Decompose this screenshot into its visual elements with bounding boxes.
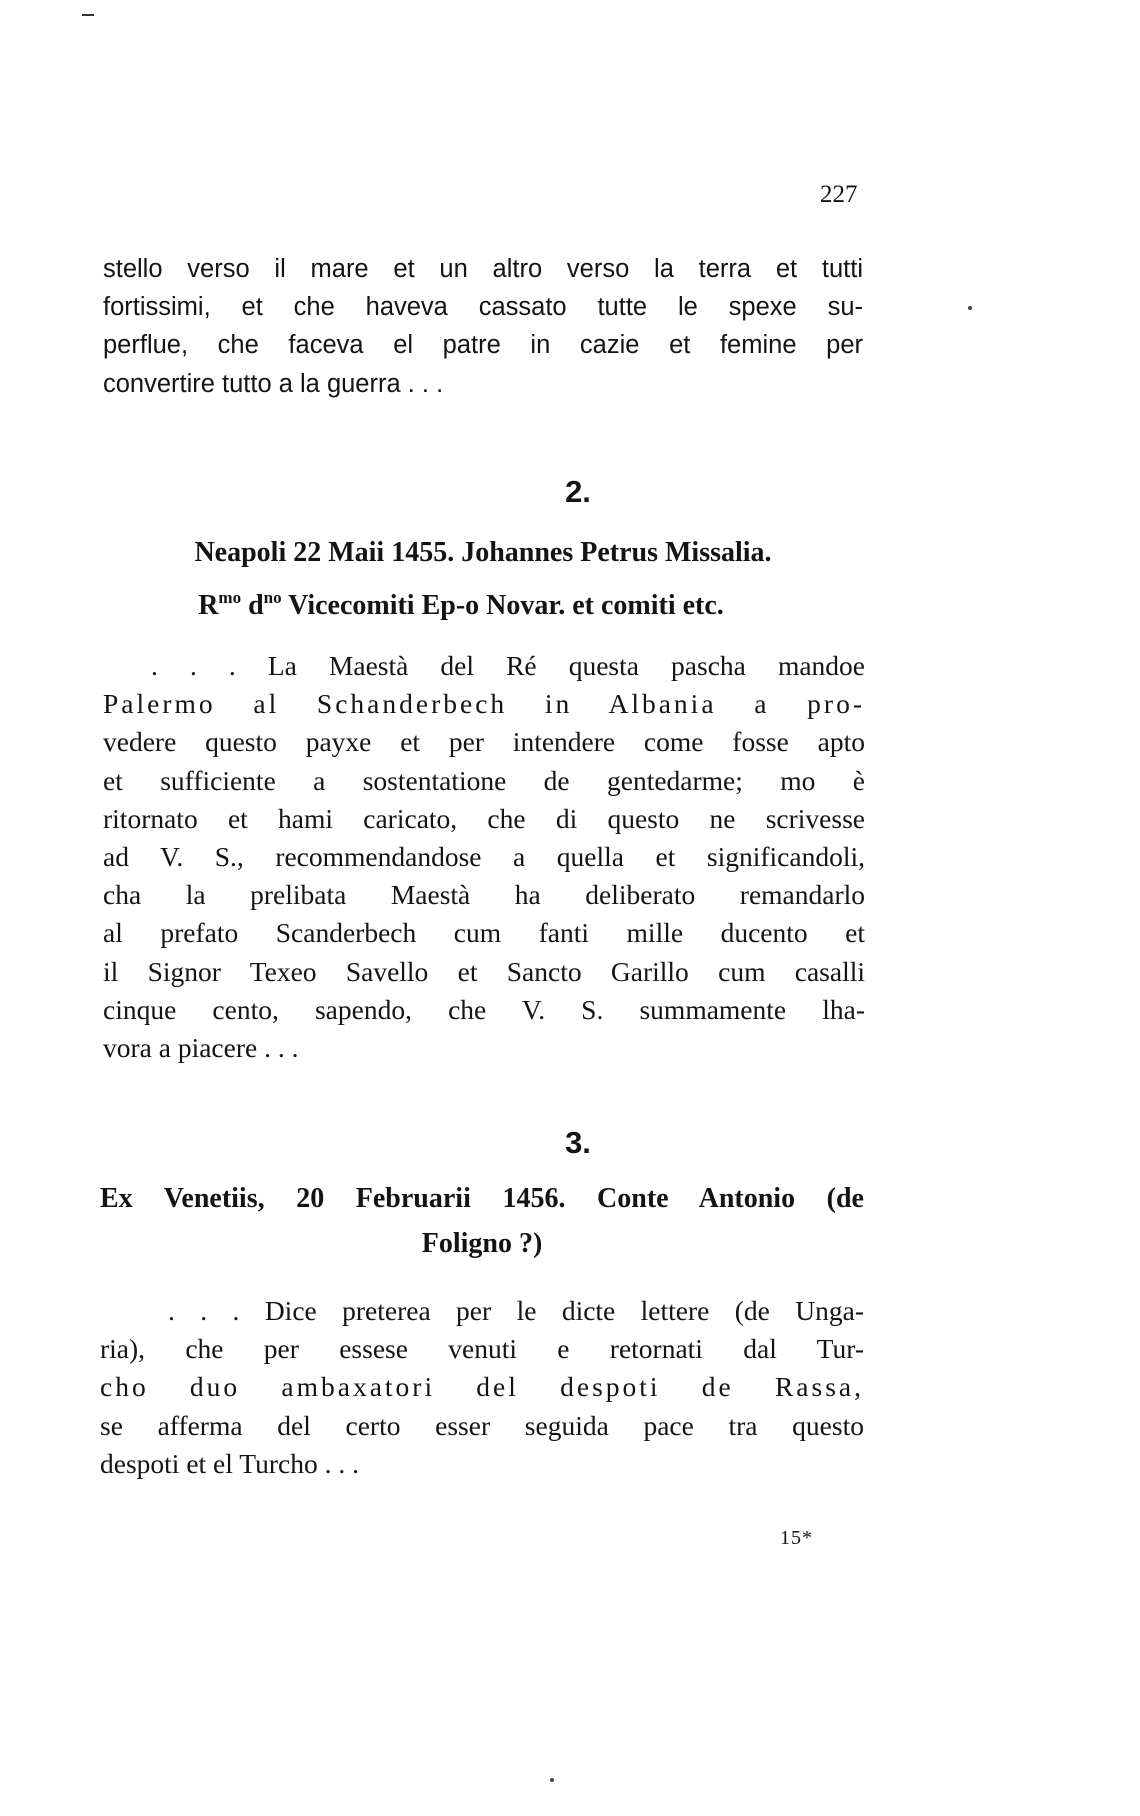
text-line: cinque cento, sapendo, che V. S. summamente lha- [103, 993, 865, 1025]
section-number: 2. [565, 474, 591, 509]
stray-dot [550, 1778, 554, 1782]
text-line: fortissimi, et che haveva cassato tutte le spexe su- [103, 293, 863, 322]
text-line: convertire tutto a la guerra . . . [103, 369, 444, 398]
heading-line: Ex Venetiis, 20 Februarii 1456. Conte Antonio (de [100, 1183, 864, 1214]
text-line: se afferma del certo esser seguida pace tra questo [100, 1409, 864, 1441]
text-line: despoti et el Turcho . . . [100, 1447, 359, 1479]
text-line: perflue, che faceva el patre in cazie et femine per [103, 331, 863, 360]
body-paragraph [103, 647, 865, 1067]
text-line: Palermo al Schanderbech in Albania a pro- [103, 688, 865, 720]
page-number: 227 [820, 181, 858, 208]
intro-paragraph [103, 250, 863, 403]
text-line: . . . Dice preterea per le dicte lettere (de Unga- [168, 1295, 864, 1326]
superscript: no [263, 588, 282, 607]
heading-line [100, 580, 866, 624]
heading-text: d [241, 590, 264, 621]
text-line: cho duo ambaxatori del despoti de Rassa, [100, 1371, 864, 1403]
text-line: ad V. S., recommendandose a quella et significandoli, [103, 841, 865, 873]
edge-mark [82, 14, 94, 16]
text-line: ritornato et hami caricato, che di questo ne scrivesse [103, 802, 865, 834]
section-number: 3. [565, 1125, 591, 1160]
text-line: al prefato Scanderbech cum fanti mille ducento et [103, 917, 865, 949]
section-heading [100, 1181, 864, 1262]
text-line: cha la prelibata Maestà ha deliberato remandarlo [103, 879, 865, 911]
superscript: mo [218, 588, 242, 607]
text-line: vedere questo payxe et per intendere come fosse apto [103, 726, 865, 758]
heading-text: R [198, 590, 219, 621]
heading-line: Neapoli 22 Maii 1455. Johannes Petrus Missalia. [194, 537, 772, 568]
heading-line: Foligno ?) [421, 1228, 543, 1259]
text-line: vora a piacere . . . [103, 1032, 299, 1064]
text-line: il Signor Texeo Savello et Sancto Garillo cum casalli [103, 955, 865, 987]
printer-signature-mark: 15* [780, 1527, 813, 1549]
section-heading [100, 535, 866, 624]
text-line: ria), che per essese venuti e retornati dal Tur- [100, 1333, 864, 1365]
text-line: et sufficiente a sostentatione de gentedarme; mo è [103, 764, 865, 796]
heading-text: Vicecomiti Ep-o Novar. et comiti etc. [281, 590, 724, 621]
text-line: stello verso il mare et un altro verso la terra et tutti [103, 255, 863, 283]
body-paragraph [100, 1292, 864, 1483]
stray-dot [968, 306, 972, 310]
text-line: . . . La Maestà del Ré questa pascha mandoe [151, 650, 865, 681]
